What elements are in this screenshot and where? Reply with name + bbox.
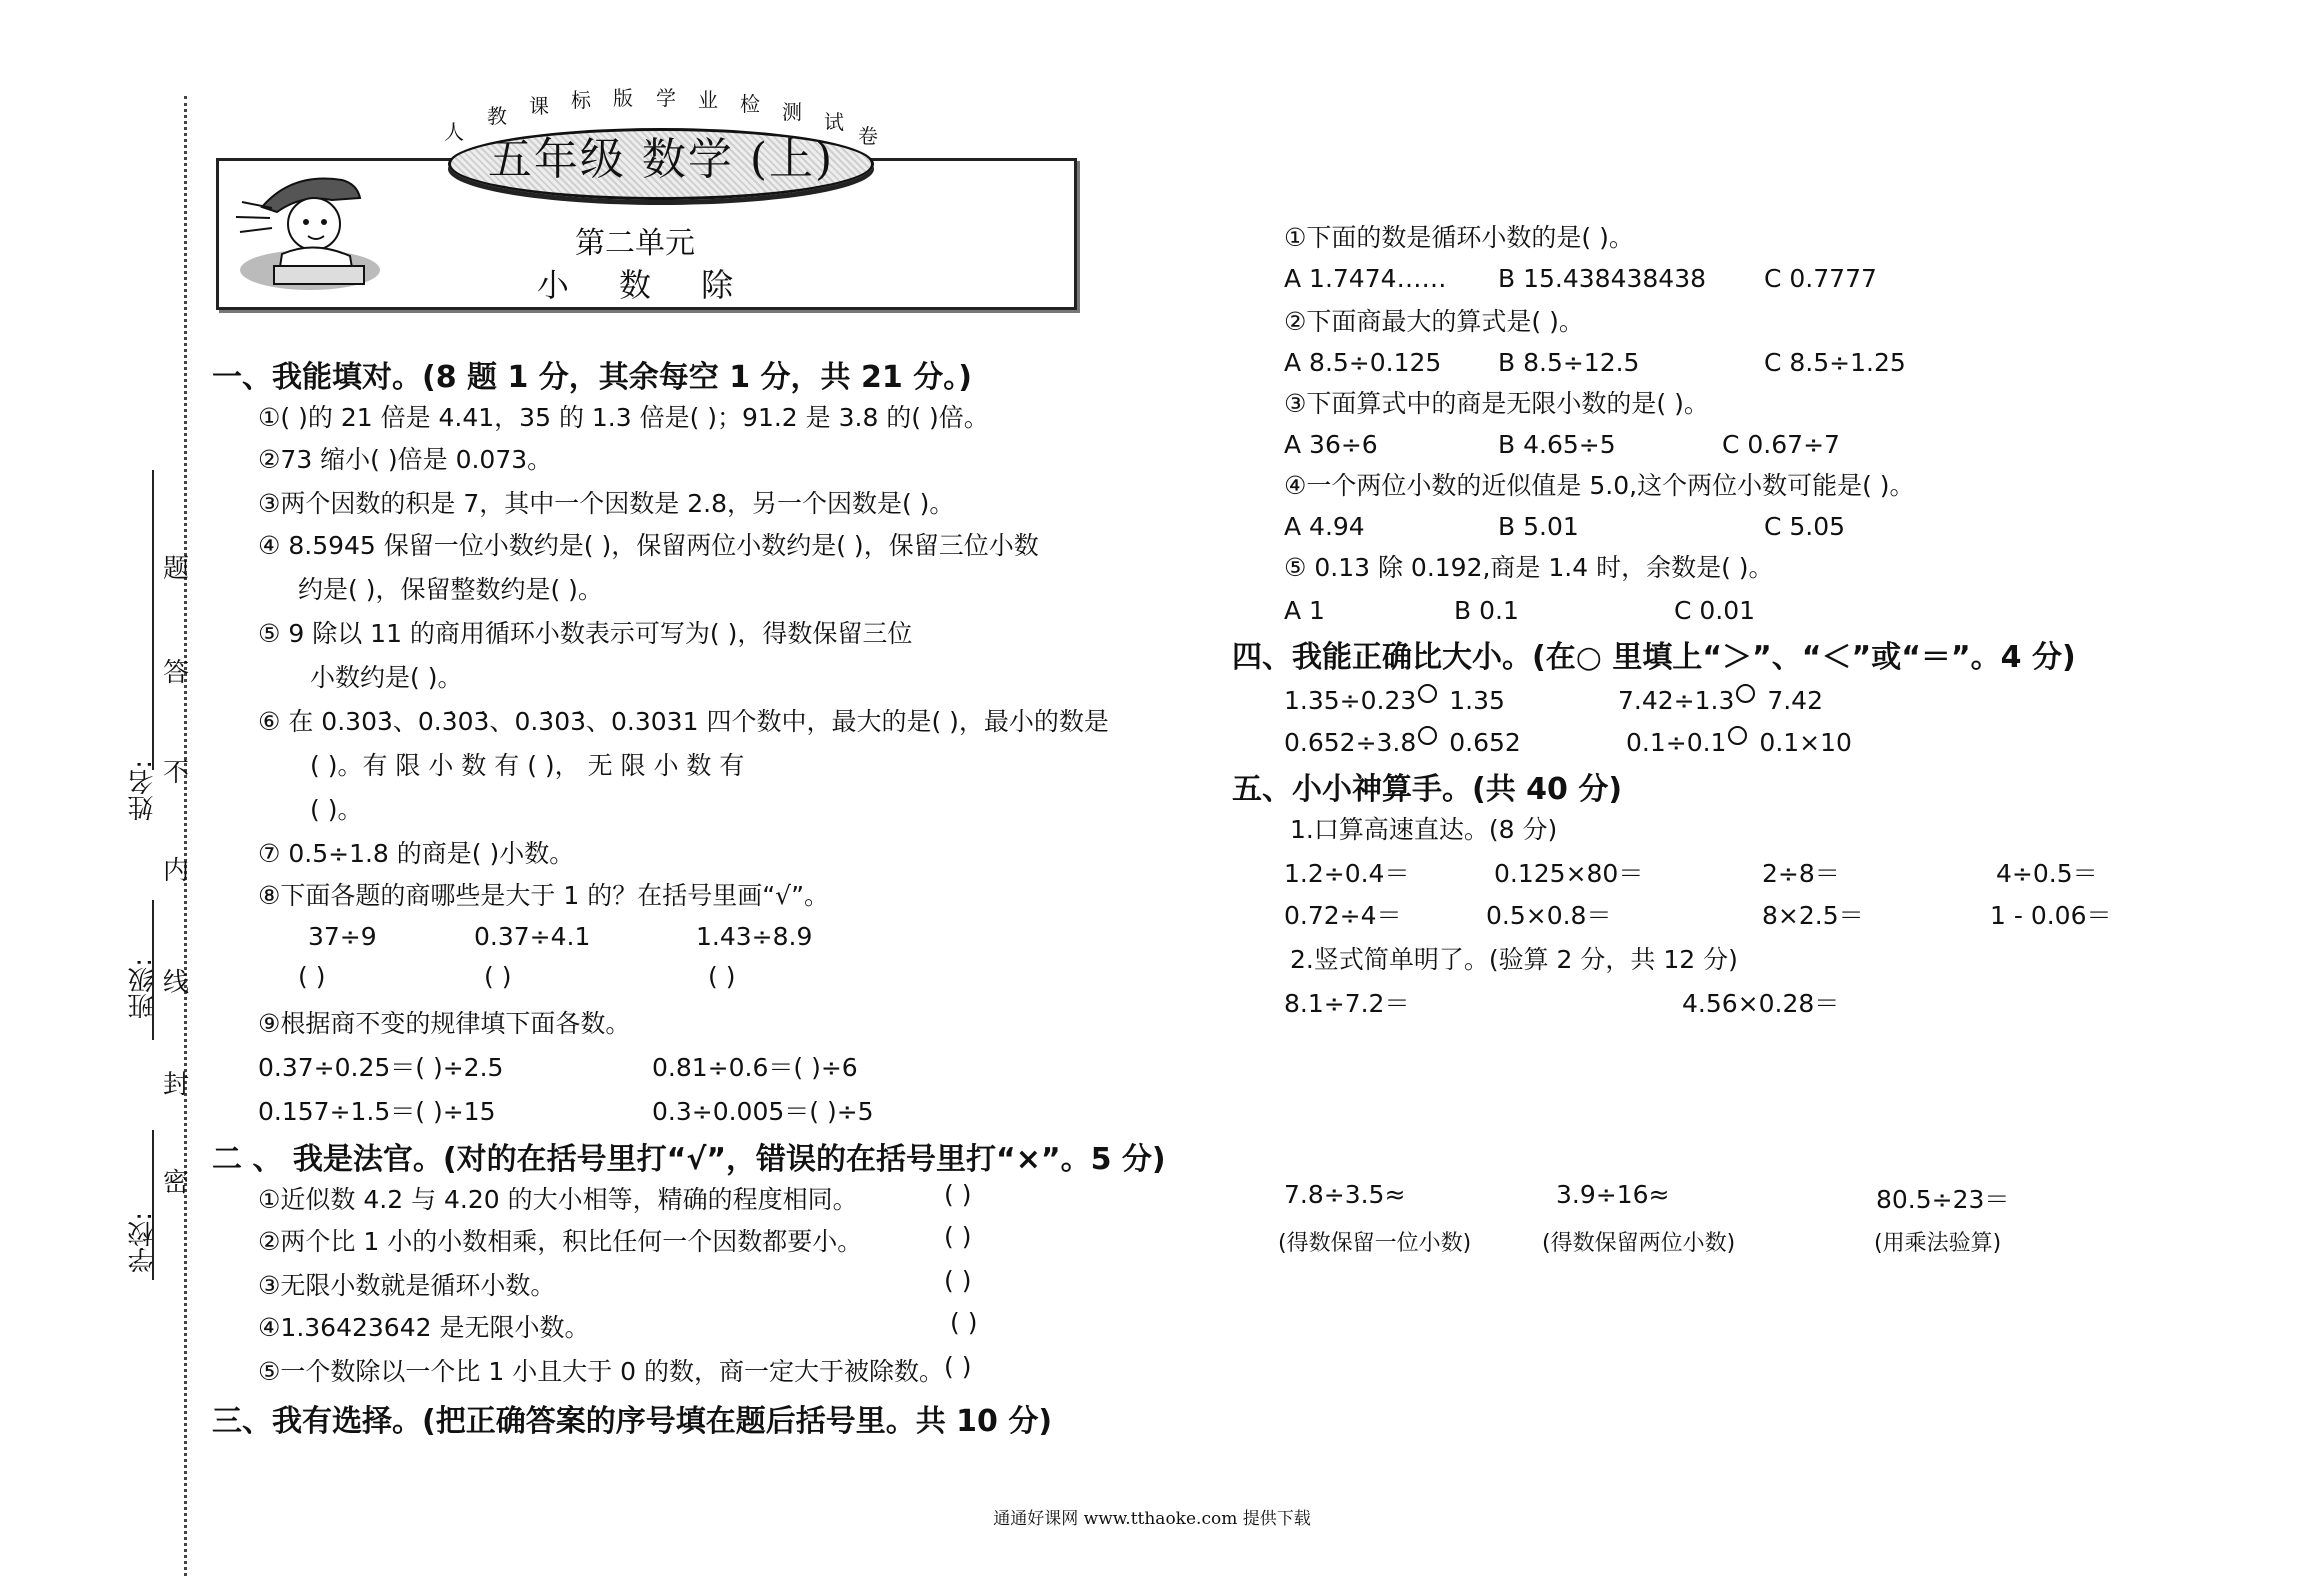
s5-part1: 1.口算高速直达。(8 分) — [1290, 815, 1558, 844]
s4-compare — [1626, 726, 1852, 757]
seal-char-mi: 密 — [163, 1168, 190, 1198]
s3-option[interactable]: C 0.01 — [1674, 596, 1756, 625]
s3-question: ⑤ 0.13 除 0.192,商是 1.4 时，余数是( )。 — [1284, 553, 1774, 582]
compare-circle-icon[interactable] — [1728, 726, 1747, 745]
unit-label: 第二单元 — [575, 226, 695, 261]
s3-option[interactable]: B 15.438438438 — [1498, 264, 1707, 293]
section2-title: 二 、 我是法官。(对的在括号里打“√”，错误的在括号里打“×”。5 分) — [212, 1142, 1166, 1177]
s1-q7: ⑦ 0.5÷1.8 的商是( )小数。 — [258, 839, 575, 868]
s2-item: ④1.36423642 是无限小数。 — [258, 1313, 590, 1342]
s1-q1: ①( )的 21 倍是 4.41，35 的 1.3 倍是( )；91.2 是 3.8 的( )倍。 — [258, 403, 989, 432]
series-char: 人 — [444, 120, 464, 144]
s5-note: (得数保留一位小数) — [1278, 1231, 1472, 1256]
series-char: 业 — [698, 88, 718, 112]
student-mascot-icon — [222, 162, 397, 300]
topic-label: 小 数 除 — [536, 266, 754, 304]
name-fill-line — [152, 470, 154, 770]
compare-circle-icon[interactable] — [1418, 684, 1437, 703]
s1-q5b: 小数约是( )。 — [310, 663, 463, 692]
s4-right: 1.35 — [1449, 686, 1505, 715]
s2-item: ⑤一个数除以一个比 1 小且大于 0 的数，商一定大于被除数。 — [258, 1357, 945, 1386]
s2-blank[interactable]: ( ) — [944, 1266, 972, 1295]
series-char: 测 — [782, 100, 802, 124]
seal-char-da: 答 — [163, 658, 190, 688]
s5-oral: 0.72÷4＝ — [1284, 901, 1402, 930]
s4-left: 1.35÷0.23 — [1284, 686, 1417, 715]
seal-char-feng: 封 — [163, 1070, 190, 1100]
s1-q8: ⑧下面各题的商哪些是大于 1 的？在括号里画“√”。 — [258, 881, 830, 910]
s5-written: 4.56×0.28＝ — [1682, 989, 1840, 1018]
s1-q8-blank[interactable]: ( ) — [708, 962, 736, 991]
s3-option[interactable]: A 36÷6 — [1284, 430, 1378, 459]
s2-item: ③无限小数就是循环小数。 — [258, 1271, 556, 1300]
s1-q9: ⑨根据商不变的规律填下面各数。 — [258, 1009, 631, 1038]
section1-title: 一、我能填对。(8 题 1 分，其余每空 1 分，共 21 分。) — [212, 360, 972, 395]
compare-circle-icon[interactable] — [1418, 726, 1437, 745]
s1-q5a: ⑤ 9 除以 11 的商用循环小数表示可写为( )，得数保留三位 — [258, 619, 913, 648]
s4-right: 0.1×10 — [1759, 728, 1852, 757]
s3-option[interactable]: B 5.01 — [1498, 512, 1579, 541]
series-char: 教 — [487, 104, 507, 128]
s1-q9-item: 0.157÷1.5＝( )÷15 — [258, 1097, 496, 1126]
s5-oral: 0.5×0.8＝ — [1486, 901, 1612, 930]
s5-written: 3.9÷16≈ — [1556, 1180, 1670, 1209]
s2-item: ①近似数 4.2 与 4.20 的大小相等，精确的程度相同。 — [258, 1185, 858, 1214]
s3-option[interactable]: A 1.7474…… — [1284, 264, 1447, 293]
series-char: 卷 — [858, 124, 878, 148]
s1-q4a: ④ 8.5945 保留一位小数约是( )，保留两位小数约是( )，保留三位小数 — [258, 531, 1039, 560]
s3-question: ③下面算式中的商是无限小数的是( )。 — [1284, 389, 1709, 418]
section3-title: 三、我有选择。(把正确答案的序号填在题后括号里。共 10 分) — [212, 1404, 1053, 1439]
s1-q9-item: 0.81÷0.6＝( )÷6 — [652, 1053, 858, 1082]
s1-q9-item: 0.3÷0.005＝( )÷5 — [652, 1097, 874, 1126]
binding-dotted-line — [184, 96, 187, 1576]
s5-written: 8.1÷7.2＝ — [1284, 989, 1410, 1018]
seal-char-bu: 不 — [163, 758, 190, 788]
s1-q6b: ( )。有 限 小 数 有 ( )， 无 限 小 数 有 — [310, 751, 745, 780]
s1-q8-item: 1.43÷8.9 — [696, 922, 813, 951]
series-char: 学 — [656, 86, 676, 110]
compare-circle-icon[interactable] — [1736, 684, 1755, 703]
s4-right: 0.652 — [1449, 728, 1521, 757]
exam-title: 五年级 数学 (上) — [487, 134, 835, 185]
s1-q2: ②73 缩小( )倍是 0.073。 — [258, 445, 553, 474]
series-char: 课 — [529, 94, 549, 118]
s4-compare — [1284, 684, 1505, 715]
s3-option[interactable]: C 0.67÷7 — [1722, 430, 1840, 459]
s2-blank[interactable]: ( ) — [944, 1180, 972, 1209]
s5-part2: 2.竖式简单明了。(验算 2 分，共 12 分) — [1290, 945, 1738, 974]
s5-note: (得数保留两位小数) — [1542, 1231, 1736, 1256]
series-char: 试 — [824, 110, 844, 134]
s5-oral: 0.125×80＝ — [1494, 859, 1644, 888]
footer-credit: 通通好课网 www.tthaoke.com 提供下载 — [993, 1509, 1311, 1529]
s1-q3: ③两个因数的积是 7，其中一个因数是 2.8，另一个因数是( )。 — [258, 489, 955, 518]
s3-option[interactable]: B 8.5÷12.5 — [1498, 348, 1640, 377]
s1-q6a: ⑥ 在 0.303̇、0.3̇03̇、0.3̇03̇、0.3031 四个数中，最大的是( )，最小的数是 — [258, 707, 1109, 736]
seal-char-xian: 线 — [163, 968, 190, 998]
s5-written: 80.5÷23＝ — [1876, 1185, 2010, 1214]
s3-option[interactable]: A 1 — [1284, 596, 1325, 625]
s3-question: ④一个两位小数的近似值是 5.0,这个两位小数可能是( )。 — [1284, 471, 1915, 500]
s4-left: 0.1÷0.1 — [1626, 728, 1727, 757]
s3-option[interactable]: C 5.05 — [1764, 512, 1846, 541]
s5-written: 7.8÷3.5≈ — [1284, 1180, 1406, 1209]
s1-q8-blank[interactable]: ( ) — [298, 962, 326, 991]
s3-option[interactable]: B 0.1 — [1454, 596, 1519, 625]
s2-item: ②两个比 1 小的小数相乘，积比任何一个因数都要小。 — [258, 1227, 863, 1256]
s2-blank[interactable]: ( ) — [944, 1222, 972, 1251]
s4-right: 7.42 — [1767, 686, 1823, 715]
s3-option[interactable]: A 8.5÷0.125 — [1284, 348, 1442, 377]
section4-title: 四、我能正确比大小。(在○ 里填上“＞”、“＜”或“＝”。4 分) — [1232, 640, 2076, 675]
s5-oral: 4÷0.5＝ — [1996, 859, 2098, 888]
series-char: 标 — [571, 88, 591, 112]
section5-title: 五、小小神算手。(共 40 分) — [1232, 772, 1623, 807]
s5-oral: 1.2÷0.4＝ — [1284, 859, 1410, 888]
s3-option[interactable]: A 4.94 — [1284, 512, 1365, 541]
s5-oral: 2÷8＝ — [1762, 859, 1840, 888]
name-label: 姓名: — [128, 760, 158, 821]
class-label: 班级: — [128, 958, 158, 1019]
s1-q8-item: 37÷9 — [308, 922, 377, 951]
s1-q8-item: 0.37÷4.1 — [474, 922, 591, 951]
s1-q4b: 约是( )，保留整数约是( )。 — [298, 575, 603, 604]
s4-left: 0.652÷3.8 — [1284, 728, 1417, 757]
s3-option[interactable]: B 4.65÷5 — [1498, 430, 1616, 459]
s5-oral: 8×2.5＝ — [1762, 901, 1864, 930]
s4-left: 7.42÷1.3 — [1618, 686, 1735, 715]
seal-char-ti: 题 — [163, 554, 190, 584]
series-char: 版 — [613, 86, 633, 110]
s3-option[interactable]: C 0.7777 — [1764, 264, 1877, 293]
s3-option[interactable]: C 8.5÷1.25 — [1764, 348, 1906, 377]
s3-question: ①下面的数是循环小数的是( )。 — [1284, 223, 1634, 252]
s4-compare — [1284, 726, 1521, 757]
s4-compare — [1618, 684, 1823, 715]
s3-question: ②下面商最大的算式是( )。 — [1284, 307, 1584, 336]
school-label: 学校: — [128, 1212, 158, 1273]
seal-char-nei: 内 — [163, 856, 190, 886]
s1-q6c: ( )。 — [310, 795, 363, 824]
s5-oral: 1 - 0.06＝ — [1990, 901, 2112, 930]
s5-note: (用乘法验算) — [1874, 1231, 2002, 1256]
series-char: 检 — [740, 92, 760, 116]
s1-q8-blank[interactable]: ( ) — [484, 962, 512, 991]
s2-blank[interactable]: ( ) — [944, 1352, 972, 1381]
s2-blank[interactable]: ( ) — [950, 1308, 978, 1337]
s1-q9-item: 0.37÷0.25＝( )÷2.5 — [258, 1053, 504, 1082]
